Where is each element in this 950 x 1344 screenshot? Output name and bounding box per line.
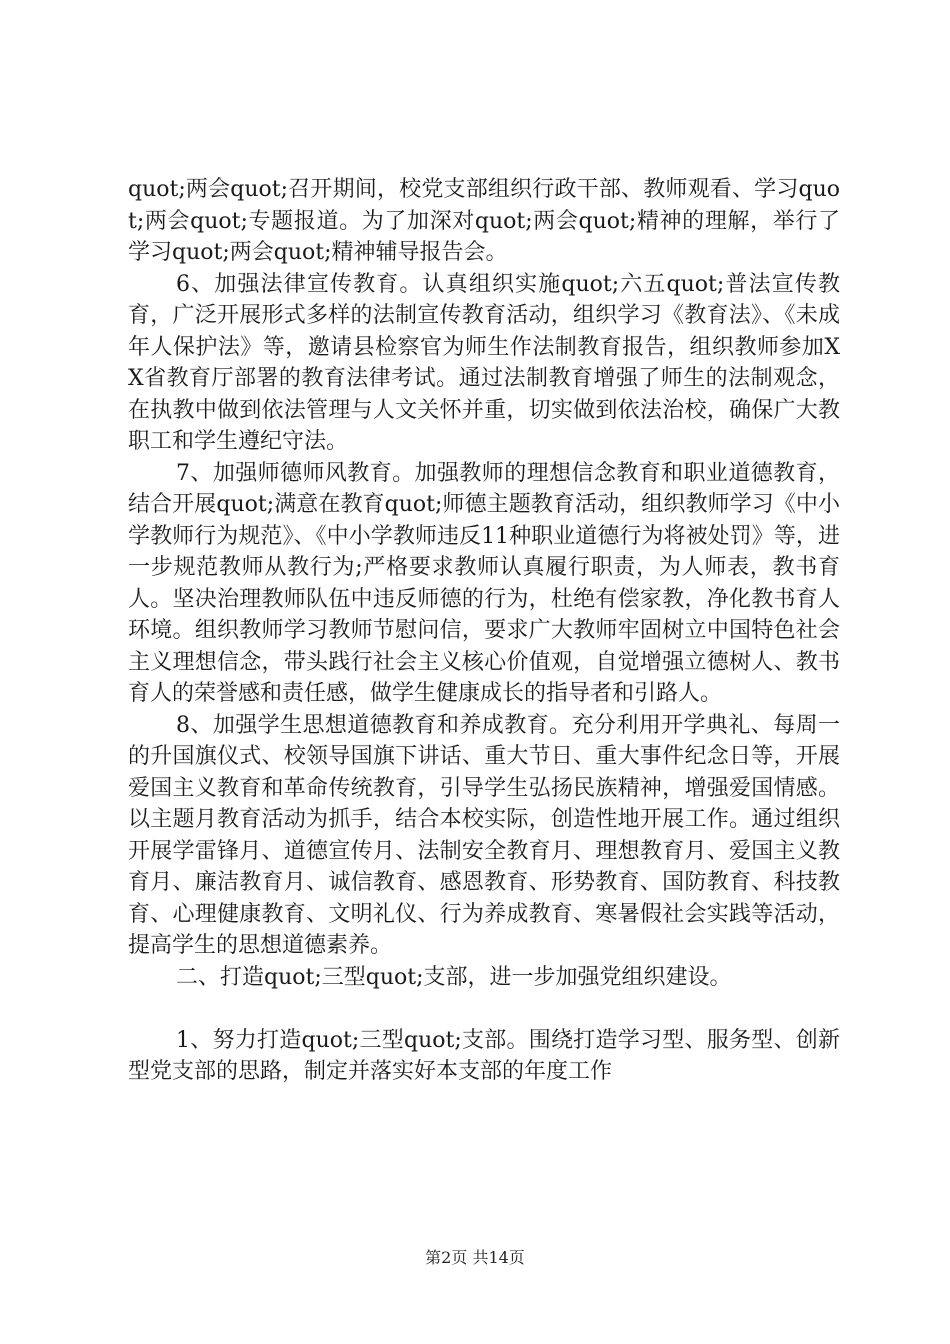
paragraph-three-type-branch: 1、努力打造quot;三型quot;支部。围绕打造学习型、服务型、创新型党支部的思路，制定并落实好本支部的年度工作 <box>128 1027 840 1084</box>
paragraph-spacer <box>128 993 840 1025</box>
section-heading-party-branch: 二、打造quot;三型quot;支部，进一步加强党组织建设。 <box>176 964 732 990</box>
page-number-footer: 第2页 共14页 <box>425 1248 525 1267</box>
paragraph-student-moral-education: 8、加强学生思想道德教育和养成教育。充分利用开学典礼、每周一的升国旗仪式、校领导国旗下讲话、重大节日、重大事件纪念日等，开展爱国主义教育和革命传统教育，引导学生弘扬民族精神，增强爱国情感。以主题月教育活动为抓手，结合本校实际，创造性地开展工作。通过组织开展学雷锋月、道德宣传月、法制安全教育月、理想教育月、爱国主义教育月、廉洁教育月、诚信教育、感恩教育、形势教育、国防教育、科技教育、心理健康教育、文明礼仪、行为养成教育、寒暑假社会实践等活动，提高学生的思想道德素养。 <box>128 712 840 958</box>
document-body <box>128 174 840 1088</box>
paragraph-teacher-ethics: 7、加强师德师风教育。加强教师的理想信念教育和职业道德教育，结合开展quot;满意在教育quot;师德主题教育活动，组织教师学习《中小学教师行为规范》、《中小学教师违反11种职业道德行为将被处罚》等，进一步规范教师从教行为;严格要求教师认真履行职责，为人师表，教书育人。坚决治理教师队伍中违反师德的行为，杜绝有偿家教，净化教书育人环境。组织教师学习教师节慰问信，要求广大教师牢固树立中国特色社会主义理想信念，带头践行社会主义核心价值观，自觉增强立德树人、教书育人的荣誉感和责任感，做学生健康成长的指导者和引路人。 <box>128 460 840 706</box>
paragraph-law-education: 6、加强法律宣传教育。认真组织实施quot;六五quot;普法宣传教育，广泛开展形式多样的法制宣传教育活动，组织学习《教育法》、《未成年人保护法》等，邀请县检察官为师生作法制教育报告，组织教师参加XX省教育厅部署的教育法律考试。通过法制教育增强了师生的法制观念，在执教中做到依法管理与人文关怀并重，切实做到依法治校，确保广大教职工和学生遵纪守法。 <box>128 271 840 454</box>
paragraph-lianghui: quot;两会quot;召开期间，校党支部组织行政干部、教师观看、学习quot;两会quot;专题报道。为了加深对quot;两会quot;精神的理解，举行了学习quot;两会quot;精神辅导报告会。 <box>128 177 840 265</box>
